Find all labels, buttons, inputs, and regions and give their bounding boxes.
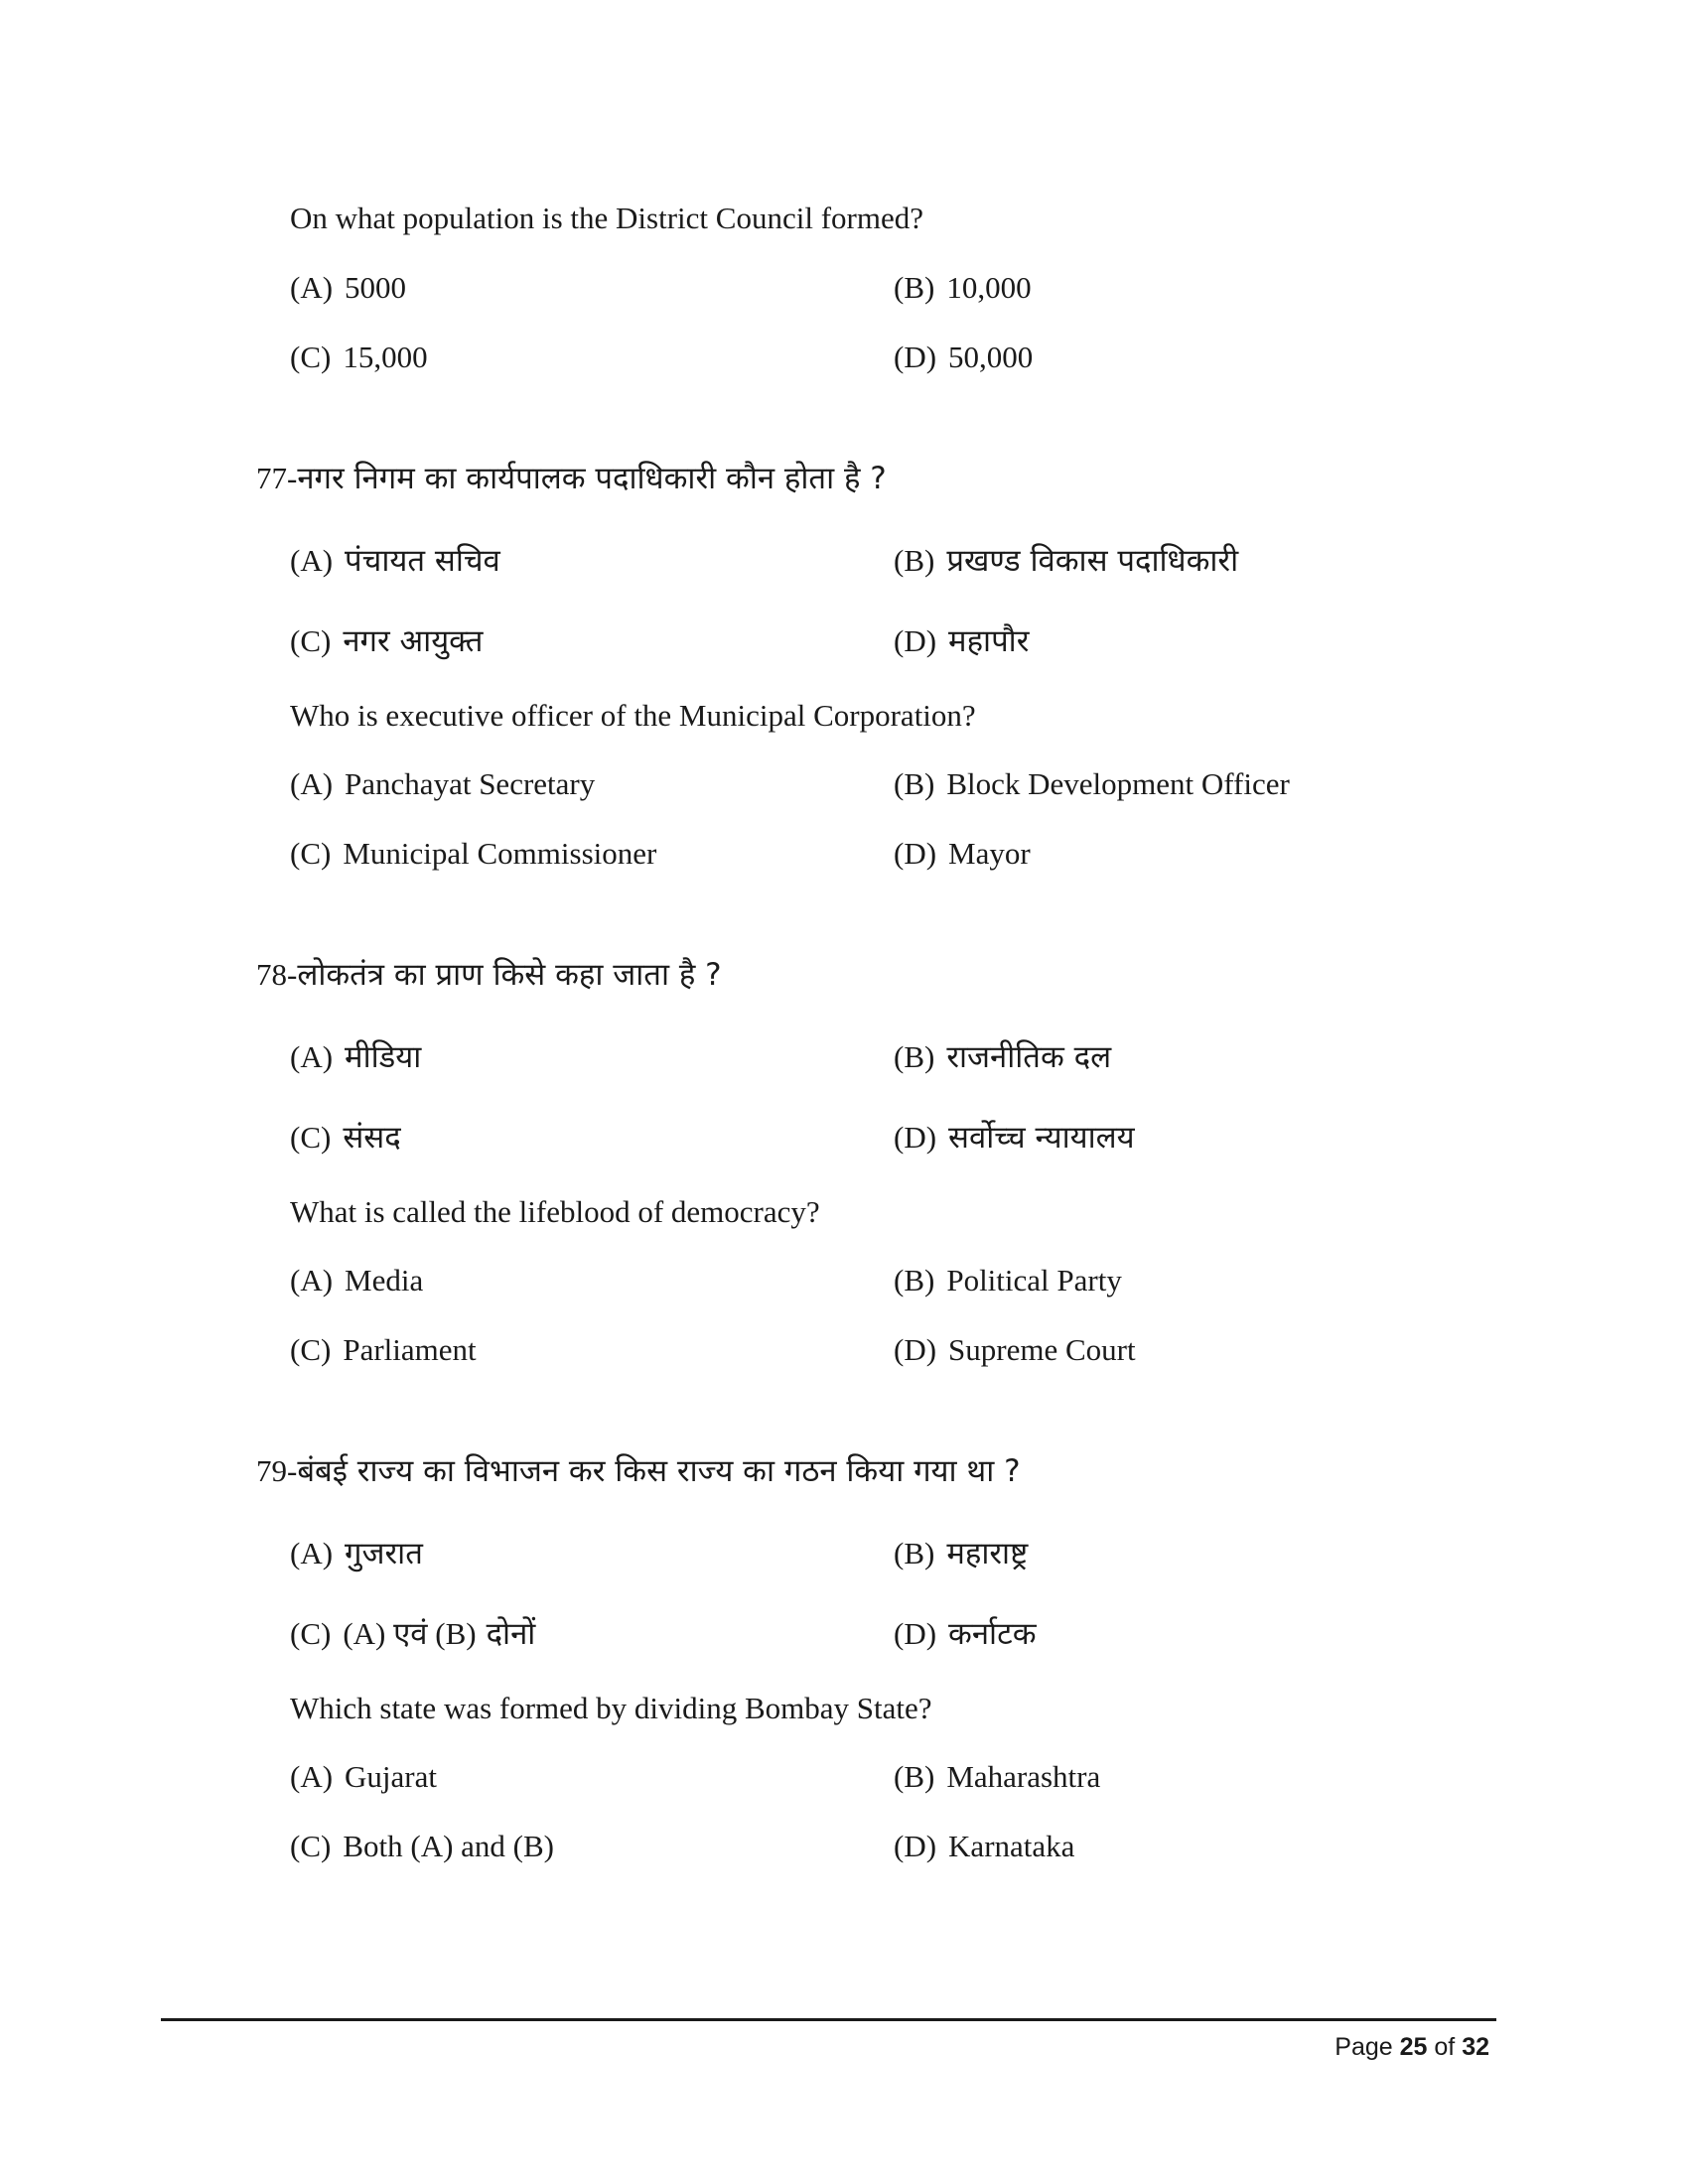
q77-question-hi	[256, 457, 887, 498]
option-letter: (B)	[894, 1536, 935, 1570]
option-letter: (A)	[290, 1536, 334, 1570]
q79-question-hi	[256, 1449, 1021, 1491]
option-text: 50,000	[948, 340, 1034, 374]
q78-option-b-hi	[894, 1035, 1111, 1077]
question-text: लोकतंत्र का प्राण किसे कहा जाता है ?	[297, 957, 722, 993]
current-page-number: 25	[1399, 2033, 1428, 2061]
q79-question-en: Which state was formed by dividing Bombay State?	[290, 1691, 932, 1725]
option-letter: (C)	[290, 1616, 332, 1651]
option-letter: (A)	[290, 766, 334, 801]
option-text: Panchayat Secretary	[345, 766, 596, 801]
option-text: महाराष्ट्र	[946, 1536, 1029, 1571]
option-text: Gujarat	[345, 1759, 438, 1794]
option-letter: (B)	[894, 543, 935, 578]
option-text: Block Development Officer	[946, 766, 1290, 801]
question-number: 79-	[256, 1453, 298, 1488]
q76-option-a-en	[290, 270, 406, 306]
q77-option-a-en	[290, 766, 595, 802]
q76-option-d-en	[894, 340, 1033, 375]
option-letter: (D)	[894, 1829, 937, 1863]
option-letter: (D)	[894, 623, 937, 658]
option-text: 15,000	[343, 340, 428, 374]
question-text: बंबई राज्य का विभाजन कर किस राज्य का गठन किया गया था ?	[297, 1453, 1021, 1489]
option-letter: (A)	[290, 1263, 334, 1297]
option-text: Both (A) and (B)	[343, 1829, 554, 1863]
q78-option-d-en	[894, 1332, 1136, 1368]
option-letter: (A)	[290, 1759, 334, 1794]
option-text: Political Party	[946, 1263, 1122, 1297]
q78-question-en: What is called the lifeblood of democracy?	[290, 1194, 820, 1229]
option-text: Parliament	[343, 1332, 477, 1367]
option-letter: (D)	[894, 1332, 937, 1367]
q79-option-d-en	[894, 1829, 1074, 1864]
q78-option-b-en	[894, 1263, 1122, 1298]
q77-option-d-en	[894, 836, 1031, 872]
page-footer	[1335, 2033, 1489, 2062]
q77-option-a-hi	[290, 539, 500, 581]
q78-option-c-en	[290, 1332, 477, 1368]
q79-option-c-hi	[290, 1612, 535, 1654]
option-text: पंचायत सचिव	[345, 543, 500, 579]
option-letter: (D)	[894, 1616, 937, 1651]
q78-option-d-hi	[894, 1116, 1135, 1158]
option-text-prefix: (A) एवं (B)	[343, 1616, 477, 1651]
option-text: मीडिया	[345, 1039, 422, 1075]
q77-option-b-en	[894, 766, 1290, 802]
q77-option-c-hi	[290, 619, 483, 661]
option-letter: (D)	[894, 836, 937, 871]
q76-option-c-en	[290, 340, 428, 375]
q77-question-en: Who is executive officer of the Municipal Corporation?	[290, 698, 976, 733]
option-letter: (D)	[894, 1120, 937, 1155]
option-text: Karnataka	[948, 1829, 1075, 1863]
option-text: गुजरात	[345, 1536, 423, 1571]
option-letter: (B)	[894, 1039, 935, 1074]
q77-option-d-hi	[894, 619, 1029, 661]
question-text: नगर निगम का कार्यपालक पदाधिकारी कौन होता है ?	[297, 461, 887, 496]
option-letter: (D)	[894, 340, 937, 374]
q79-option-b-hi	[894, 1532, 1028, 1573]
q78-option-a-en	[290, 1263, 423, 1298]
q79-option-d-hi	[894, 1612, 1037, 1654]
q78-question-hi	[256, 953, 722, 995]
option-text: सर्वोच्च न्यायालय	[948, 1120, 1135, 1156]
q77-option-c-en	[290, 836, 656, 872]
option-text: Supreme Court	[948, 1332, 1136, 1367]
q76-option-b-en	[894, 270, 1032, 306]
option-letter: (C)	[290, 1332, 332, 1367]
option-letter: (C)	[290, 623, 332, 658]
option-text: 10,000	[946, 270, 1032, 305]
option-text: 5000	[345, 270, 407, 305]
option-text: प्रखण्ड विकास पदाधिकारी	[946, 543, 1239, 579]
q79-option-c-en	[290, 1829, 554, 1864]
option-letter: (A)	[290, 543, 334, 578]
q78-option-c-hi	[290, 1116, 401, 1158]
q79-option-a-en	[290, 1759, 437, 1795]
of-word: of	[1434, 2033, 1456, 2061]
option-text: दोनों	[486, 1616, 536, 1652]
option-text: राजनीतिक दल	[946, 1039, 1112, 1075]
option-letter: (B)	[894, 1263, 935, 1297]
footer-divider	[161, 2018, 1496, 2021]
option-letter: (A)	[290, 270, 334, 305]
option-letter: (A)	[290, 1039, 334, 1074]
option-letter: (C)	[290, 836, 332, 871]
option-text: Maharashtra	[946, 1759, 1101, 1794]
option-letter: (C)	[290, 340, 332, 374]
option-letter: (C)	[290, 1120, 332, 1155]
q79-option-b-en	[894, 1759, 1100, 1795]
q76-question-en: On what population is the District Council formed?	[290, 201, 923, 235]
option-letter: (C)	[290, 1829, 332, 1863]
option-text: महापौर	[948, 623, 1030, 659]
option-text: नगर आयुक्त	[343, 623, 484, 659]
option-letter: (B)	[894, 766, 935, 801]
question-number: 78-	[256, 957, 298, 992]
option-letter: (B)	[894, 270, 935, 305]
option-text: संसद	[343, 1120, 401, 1156]
option-letter: (B)	[894, 1759, 935, 1794]
option-text: Mayor	[948, 836, 1031, 871]
option-text: Municipal Commissioner	[343, 836, 657, 871]
page-word: Page	[1335, 2033, 1393, 2061]
q79-option-a-hi	[290, 1532, 423, 1573]
q77-option-b-hi	[894, 539, 1238, 581]
option-text: Media	[345, 1263, 424, 1297]
total-pages-number: 32	[1462, 2033, 1489, 2061]
option-text: कर्नाटक	[948, 1616, 1037, 1652]
question-number: 77-	[256, 461, 298, 495]
q78-option-a-hi	[290, 1035, 421, 1077]
